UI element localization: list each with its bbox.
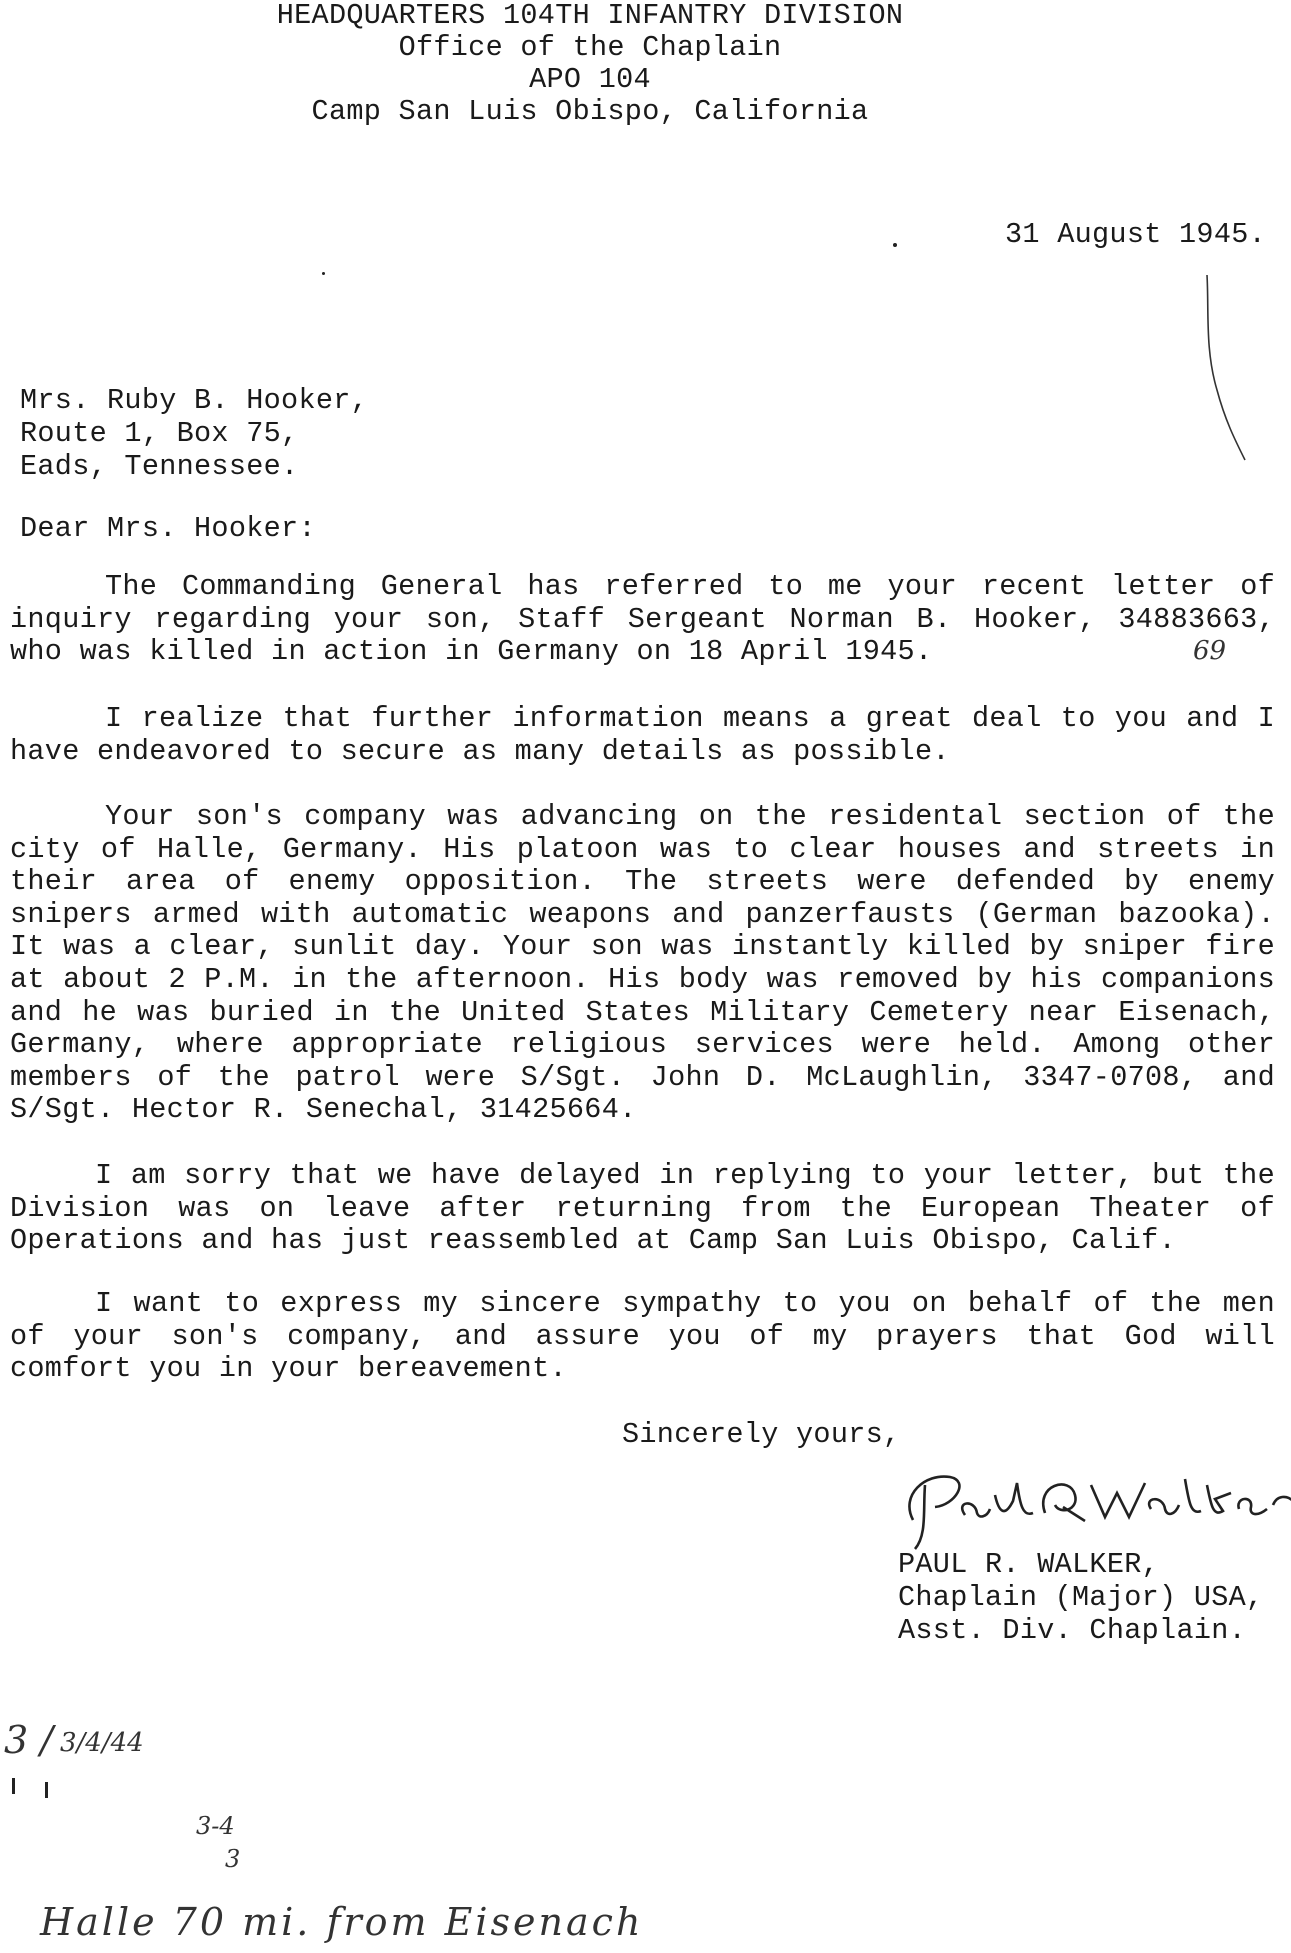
paragraph-5: I want to express my sincere sympathy to you on behalf of the men of your son's company, and assure you of my prayers that God will comfort you in your bereavement.: [10, 1287, 1275, 1386]
letterhead-location: Camp San Luis Obispo, California: [311, 95, 869, 128]
letterhead-apo: APO 104: [529, 63, 651, 96]
scan-mark: [45, 1782, 48, 1798]
recipient-name: Mrs. Ruby B. Hooker,: [20, 384, 369, 417]
recipient-city: Eads, Tennessee.: [20, 450, 299, 483]
letterhead-office: Office of the Chaplain: [398, 31, 782, 64]
paragraph-1: The Commanding General has referred to me your recent letter of inquiry regarding your son, Staff Sergeant Norman B. Hooker, 34883663, who was killed in action in Germany on 18 April 1945.: [10, 570, 1275, 669]
handwritten-margin-note: 69: [1193, 636, 1227, 666]
signer-block: [898, 1548, 1263, 1647]
handwritten-left-note-3: 3-4: [196, 1812, 235, 1840]
scan-dot: [322, 272, 325, 275]
recipient-street: Route 1, Box 75,: [20, 417, 299, 450]
signature: [895, 1465, 1291, 1555]
signer-rank: Chaplain (Major) USA,: [898, 1581, 1264, 1614]
signer-name: PAUL R. WALKER,: [898, 1548, 1160, 1581]
letterhead-division: HEADQUARTERS 104TH INFANTRY DIVISION: [276, 0, 904, 32]
handwritten-left-note: 3/4/44: [60, 1728, 144, 1758]
signer-title: Asst. Div. Chaplain.: [898, 1614, 1247, 1647]
paragraph-2: I realize that further information means a great deal to you and I have endeavored to secure as many details as possible.: [10, 702, 1275, 768]
signature-text: Paul R Walker: [895, 1465, 903, 1466]
letterhead: [0, 0, 1180, 128]
recipient-address: [20, 384, 368, 483]
paragraph-3: Your son's company was advancing on the residental section of the city of Halle, Germany. His platoon was to clear houses and streets in their area of enemy opposition. The streets were defended by enemy snipers armed with automatic weapons and panzerfausts (German bazooka). It was a clear, sunlit day. Your son was instantly killed by sniper fire at about 2 P.M. in the afternoon. His body was removed by his companions and he was buried in the United States Military Cemetery near Eisenach, Germany, where appropriate religious services were held. Among other members of the patrol were S/Sgt. John D. McLaughlin, 3347-0708, and S/Sgt. Hector R. Senechal, 31425664.: [10, 800, 1275, 1127]
letter-date: 31 August 1945.: [1005, 218, 1267, 251]
paragraph-4: I am sorry that we have delayed in replying to your letter, but the Division was on leave after returning from the European Theater of Operations and has just reassembled at Camp San Luis Obispo, Calif.: [10, 1159, 1275, 1258]
handwritten-left-note-2: 3 /: [4, 1718, 54, 1762]
scan-mark: [12, 1778, 15, 1794]
scan-mark-line: [1195, 270, 1255, 470]
scan-dot: [893, 243, 897, 247]
closing: Sincerely yours,: [622, 1418, 901, 1451]
handwritten-bottom-note: Halle 70 mi. from Eisenach: [40, 1900, 644, 1944]
salutation: Dear Mrs. Hooker:: [20, 512, 316, 545]
handwritten-left-note-4: 3: [225, 1845, 241, 1873]
